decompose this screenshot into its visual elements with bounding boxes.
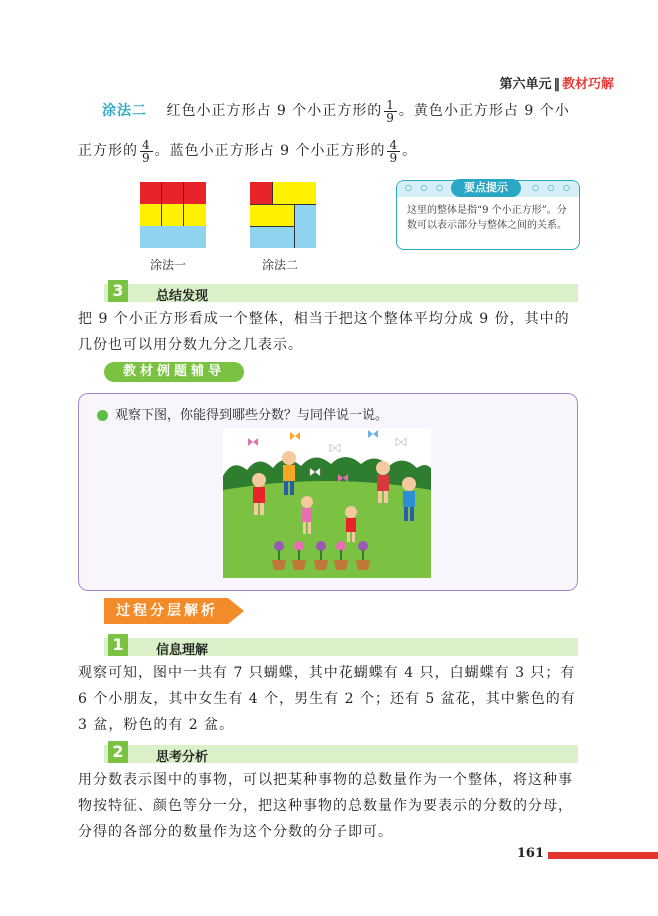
fraction-1-9: $\frac{1}{9}$ <box>386 97 395 125</box>
example-question: 观察下图，你能得到哪些分数？与同伴说一说。 <box>115 408 389 423</box>
tip-text: 这里的整体是指“9 个小正方形”。分数可以表示部分与整体之间的关系。 <box>407 205 567 231</box>
figure-caption-1: 涂法一 <box>150 258 187 272</box>
analysis-banner-label: 过程分层解析 <box>116 603 218 619</box>
section2-text: 用分数表示图中的事物，可以把某种事物的总数量作为一个整体，将这种事物按特征、颜色等分一分，把这种事物的总数量作为要表示的分数的分母，分得的各部分的数量作为这个分数的分子即可。 <box>78 772 573 840</box>
method2-text-b: 。黄色小正方形占 9 个小 <box>398 103 570 119</box>
section1-badge: 1 <box>108 634 128 656</box>
tip-box <box>396 180 580 250</box>
section1-text: 观察可知，图中一共有 7 只蝴蝶，其中花蝴蝶有 4 只，白蝴蝶有 3 只；有 6 个小朋友，其中女生有 4 个，男生有 2 个；还有 5 盆花，其中紫色的有 3 盆，粉色的有 2 盆。 <box>78 665 576 733</box>
grid-cell-yellow <box>250 204 294 226</box>
grid-cell-red <box>250 182 272 204</box>
section3-text: 把 9 个小正方形看成一个整体，相当于把这个整体平均分成 9 份，其中的几份也可以用分数九分之几表示。 <box>78 311 570 353</box>
grid-cell-blue <box>162 226 184 248</box>
fraction-4-9-yellow: $\frac{4}{9}$ <box>142 137 151 165</box>
grid-cell-yellow <box>272 182 316 204</box>
header-separator: ‖ <box>553 77 560 92</box>
children-butterflies-illustration <box>223 428 431 578</box>
running-header <box>499 73 614 92</box>
grid-cell-blue <box>294 204 316 248</box>
grid-cell-red <box>184 182 206 204</box>
method2-text-c: 正方形的 <box>78 143 138 159</box>
grid-cell-blue <box>250 226 294 248</box>
grid-cell-yellow <box>140 204 162 226</box>
method2-text-e: 。 <box>402 143 418 159</box>
figure-caption-2: 涂法二 <box>262 258 299 272</box>
grid-cell-blue <box>184 226 206 248</box>
example-pill <box>104 362 244 382</box>
method2-line2 <box>78 138 578 164</box>
footer-accent-bar <box>548 852 658 859</box>
unit-label: 第六单元 <box>499 77 552 92</box>
grid-cell-blue <box>140 226 162 248</box>
grid-cell-yellow <box>184 204 206 226</box>
fraction-4-9-blue: $\frac{4}{9}$ <box>389 137 399 165</box>
page-number: 161 <box>516 846 544 861</box>
bullet-icon <box>97 410 108 421</box>
example-card <box>78 393 578 591</box>
grid-cell-red <box>140 182 162 204</box>
grid-cell-red <box>162 182 184 204</box>
method2-line1 <box>102 98 582 124</box>
tip-dots-right: ○ ○ ○ <box>531 183 573 192</box>
tip-dots-left: ○ ○ ○ <box>405 183 447 192</box>
section2-badge: 2 <box>108 741 128 763</box>
section2-title: 思考分析 <box>156 750 209 765</box>
example-pill-label: 教材例题辅导 <box>122 364 225 379</box>
method2-label: 涂法二 <box>102 103 147 119</box>
analysis-banner <box>104 598 244 624</box>
method2-text-a: 红色小正方形占 9 个小正方形的 <box>166 103 383 119</box>
grid-cell-yellow <box>162 204 184 226</box>
section3-badge: 3 <box>108 280 128 302</box>
section1-title: 信息理解 <box>156 643 209 658</box>
method2-text-d: 。蓝色小正方形占 9 个小正方形的 <box>154 143 386 159</box>
brand-label: 教材巧解 <box>561 77 614 92</box>
tip-title: 要点提示 <box>451 179 521 197</box>
coloring-grid-method1 <box>140 182 206 248</box>
coloring-grid-method2 <box>250 182 316 248</box>
section3-title: 总结发现 <box>156 289 209 304</box>
